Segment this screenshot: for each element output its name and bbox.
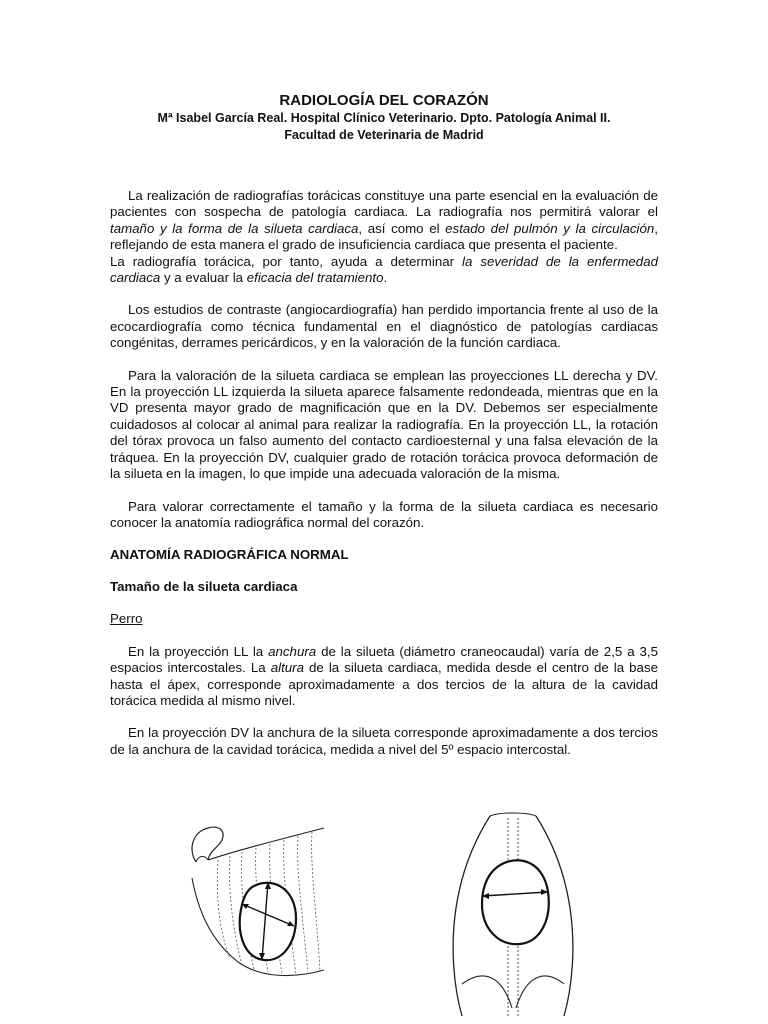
emphasis-text: eficacia del tratamiento <box>246 270 384 286</box>
document-header <box>0 92 768 144</box>
author-affiliation: Mª Isabel García Real. Hospital Clínico Veterinario. Dpto. Patología Animal II. <box>157 111 611 125</box>
emphasis-text: tamaño y la forma de la silueta cardiaca <box>110 220 359 236</box>
paragraph-projections: Para la valoración de la silueta cardiaca se emplean las proyecciones LL derecha y DV. En la proyección LL izquierda la silueta aparece falsamente redondeada, mientras que en la VD presenta mayor grado de magnificación que en la DV. Debemos ser especialmente cuidadosos al colocar al animal para realizar la radiografía. En la proyección LL, la rotación del tórax provoca un falso aumento del contacto cardioesternal y una falsa elevación de la tráquea. En la proyección DV, cualquier grado de rotación torácica provoca deformación de la silueta en la imagen, lo que impide una adecuada valoración de la misma. <box>110 367 658 482</box>
subsection-heading: Tamaño de la silueta cardiaca <box>110 579 298 595</box>
spacer <box>110 563 658 579</box>
paragraph-text: . <box>383 270 388 286</box>
section-heading: ANATOMÍA RADIOGRÁFICA NORMAL <box>110 547 349 563</box>
paragraph-intro <box>110 188 658 254</box>
paragraph-text: , reflejando de esta manera el grado de insuficiencia cardiaca que presenta el paciente. <box>110 220 658 253</box>
document-title: RADIOLOGÍA DEL CORAZÓN <box>279 92 489 109</box>
species-label: Perro <box>110 611 143 627</box>
dorsoventral-thorax-heart-drawing-icon <box>440 808 586 1018</box>
lateral-thorax-heart-drawing-icon <box>178 820 330 990</box>
spacer <box>110 286 658 302</box>
paragraph-text: La realización de radiografías torácicas constituye una parte esencial en la evaluación de pacientes con sospecha de patología cardiaca. La radiografía nos permitirá valorar el <box>110 188 658 220</box>
emphasis-text: estado del pulmón y la circulación <box>445 220 655 236</box>
paragraph-severity <box>110 254 658 287</box>
paragraph-contrast-studies: Los estudios de contraste (angiocardiografía) han perdido importancia frente al uso de la ecocardiografía como técnica fundamental en el diagnóstico de patologías cardiacas congénitas, derrames pericárdicos, y en la valoración de la función cardiaca. <box>110 302 658 351</box>
document-body <box>110 188 658 758</box>
paragraph-text: de la silueta cardiaca, medida desde el centro de la base hasta el ápex, corresponde aproximadamente a dos tercios de la altura de la cavidad torácica medida al mismo nivel. <box>110 660 658 708</box>
spacer <box>110 483 658 499</box>
paragraph-text: La radiografía torácica, por tanto, ayuda a determinar <box>110 253 463 269</box>
spacer <box>110 628 658 644</box>
paragraph-text: de la silueta (diámetro craneocaudal) varía de 2,5 a 3,5 espacios intercostales. La <box>110 643 658 676</box>
paragraph-ll-projection <box>110 644 658 710</box>
spacer <box>110 352 658 368</box>
paragraph-text: , así como el <box>358 220 446 236</box>
paragraph-anatomy-intro: Para valorar correctamente el tamaño y la forma de la silueta cardiaca es necesario conocer la anatomía radiográfica normal del corazón. <box>110 498 658 530</box>
faculty-line: Facultad de Veterinaria de Madrid <box>284 128 484 142</box>
paragraph-text: y a evaluar la <box>160 270 247 286</box>
emphasis-text: anchura <box>268 643 317 659</box>
emphasis-text: la severidad de la enfermedad cardiaca <box>110 253 658 286</box>
spacer <box>110 595 658 611</box>
paragraph-text: En la proyección LL la <box>128 643 269 659</box>
emphasis-text: altura <box>270 660 304 676</box>
spacer <box>110 709 658 725</box>
paragraph-dv-projection: En la proyección DV la anchura de la silueta corresponde aproximadamente a dos tercios de la anchura de la cavidad torácica, medida a nivel del 5º espacio intercostal. <box>110 725 658 757</box>
spacer <box>110 531 658 547</box>
